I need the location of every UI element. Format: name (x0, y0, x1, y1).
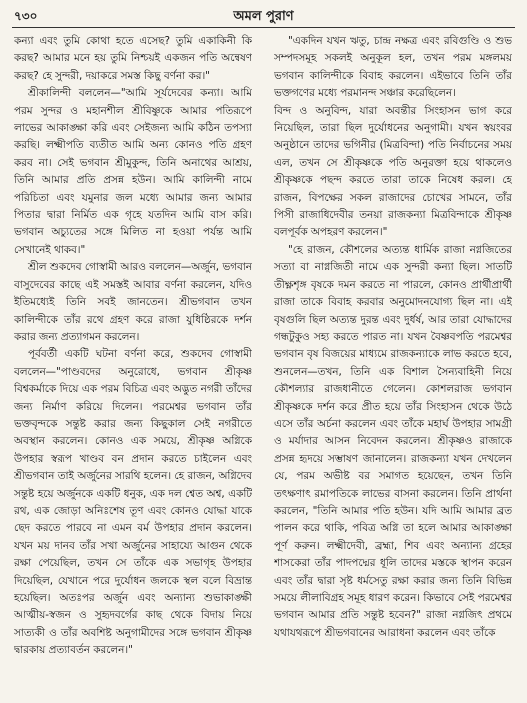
running-head-title: অমল পুরাণ (233, 9, 294, 24)
paragraph: বিন্দ ও অনুবিন্দ, যারা অবন্তীর সিংহাসন ভাগ করে নিয়েছিল, তারা ছিল দুর্যোধনের অনুগামী। যখন স্বয়ংবর অনুষ্ঠানে তাদের ভগিনীর (মিত্রবিন্দা) পতি নির্বাচনের সময় এল, তখন সে শ্রীকৃষ্ণকে পতি অনুরক্তা হয়ে থাকলেও শ্রীকৃষ্ণকে পছন্দ করতে তারা তাকে নিষেধ করল। হে রাজন, বিপক্ষের সকল রাজাদের চোখের সামনে, তাঁর পিসী রাজাধিদেবীর তনয়া রাজকন্যা মিত্রবিন্দাকে শ্রীকৃষ্ণ বলপূর্বক অপহরণ করলেন।" (274, 104, 512, 239)
right-column (274, 33, 512, 697)
header-rule (12, 27, 515, 28)
paragraph: "হে রাজন, কৌশলের অত্যন্ত ধার্মিক রাজা নগ্নজিতের সত্যা বা নাগ্নজিতী নামে এক সুন্দরী কন্যা ছিল। সাতটি তীক্ষ্ণশৃঙ্গ বৃষকে দমন করতে না পারলে, কোনও প্রার্থীপ্রার্থী রাজা তাকে বিবাহ করবার অনুমোদনযোগ্য ছিল না। এই বৃষগুলি ছিল অত্যন্ত দুরন্ত এবং দুর্ধর্ষ, আর তারা যোদ্ধাদের গন্ধটুকুও সহ্য করতে পারত না। যখন বৈষ্ণবপতি পরমেশ্বর ভগবান বৃষ বিজয়ের মাধ্যমে রাজকন্যাকে লাভ করতে হবে, শুনলেন—তখন, তিনি এক বিশাল সৈন্যবাহিনী নিয়ে কৌশল্যার রাজধানীতে গেলেন। কোশলরাজ ভগবান শ্রীকৃষ্ণকে দর্শন করে প্রীত হয়ে তাঁর সিংহাসন থেকে উঠে এসে তাঁর অর্চনা করলেন এবং তাঁকে মহার্ঘ উপহার সামগ্রী ও মর্যাদার আসন নিবেদন করলেন। শ্রীকৃষ্ণও রাজাকে প্রসন্ন হৃদয়ে সম্ভাষণ জানালেন। রাজকন্যা যখন দেখলেন যে, পরম অভীষ্ট বর সমাগত হয়েছেন, তখন তিনি তৎক্ষণাৎ রমাপতিকে লাভের বাসনা করলেন। তিনি প্রার্থনা করলেন, "তিনি আমার পতি হউন। যদি আমি আমার ব্রত পালন করে থাকি, পবিত্র অগ্নি তা হলে আমার আকাঙ্ক্ষা পূর্ণ করুন। লক্ষ্মীদেবী, ব্রহ্মা, শিব এবং অন্যান্য গ্রহের শাসকেরা তাঁর পাদপদ্মের ধূলি তাদের মস্তকে স্থাপন করেন এবং তাঁর দ্বারা সৃষ্ট ধর্মসেতু রক্ষা করার জন্য তিনি বিভিন্ন সময়ে লীলাবিগ্রহ সমূহ ধারণ করেন। কিভাবে সেই পরমেশ্বর ভগবান আমার প্রতি সন্তুষ্ট হবেন?" রাজা নগ্নজিৎ প্রথমে যথাযথরূপে শ্রীভগবানের আরাধনা করলেন এবং তাঁকে (274, 243, 512, 639)
paragraph: কন্যা এবং তুমি কোথা হতে এসেছ? তুমি একাকিনী কি করছ? আমার মনে হয় তুমি নিশ্চয়ই একজন পতি অন্বেষণ করছ? হে সুন্দরী, দয়াকরে সমস্ত কিছু বর্ণনা কর।" (14, 35, 252, 82)
paragraph: পূর্ববর্তী একটি ঘটনা বর্ণনা করে, শুকদেব গোস্বামী বললেন—"পাণ্ডবদের অনুরোধে, ভগবান শ্রীকৃষ্ণ বিশ্বকর্মাকে দিয়ে এক পরম বিচিত্র এবং অদ্ভুত নগরী তাঁদের জন্য নির্মাণ করিয়ে দিলেন। পরমেশ্বর ভগবান তাঁর ভক্তবৃন্দকে সন্তুষ্ট করার জন্য কিছুকাল সেই নগরীতে অবস্থান করলেন। কোনও এক সময়ে, শ্রীকৃষ্ণ অগ্নিকে উপহার স্বরূপ খাণ্ডব বন প্রদান করতে চাইলেন এবং শ্রীভগবান তাই অর্জুনের সারথি হলেন। হে রাজন, অগ্নিদেব সন্তুষ্ট হয়ে অর্জুনকে একটি ধনুক, এক দল শ্বেত অশ্ব, একটি রথ, এক জোড়া অনিঃশেষ তূণ এবং কোনও যোদ্ধা যাকে ছেদ করতে পারবে না এমন বর্ম উপহার প্রদান করলেন। যখন ময় দানব তাঁর সখা অর্জুনের সাহায্যে আগুন থেকে রক্ষা পেয়েছিল, তখন সে তাঁকে এক সভাগৃহ উপহার দিয়েছিল, যেখানে পরে দুর্যোধন জলকে স্থল বলে বিভ্রান্ত হয়েছিল। অতঃপর অর্জুন এবং অন্যান্য শুভাকাঙ্ক্ষী আত্মীয়-স্বজন ও সুহৃদবর্গের কাছ থেকে বিদায় নিয়ে সাত্যকী ও তাঁর অবশিষ্ট অনুগামীদের সঙ্গে ভগবান শ্রীকৃষ্ণ দ্বারকায় প্রত্যাবর্তন করলেন।" (14, 348, 252, 657)
paragraph: শ্রীকালিন্দী বললেন—"আমি সূর্যদেবের কন্যা। আমি পরম সুন্দর ও মহানশীল শ্রীবিষ্ণুকে আমার পতিরূপে লাভের আকাঙ্ক্ষা করি এবং সেইজন্য আমি কঠিন তপস্যা করছি। লক্ষ্মীপতি ব্যতীত আমি অন্য কোনও পতি গ্রহণ করব না। সেই ভগবান শ্রীমুকুন্দ, তিনি অনাথের আশ্রয়, তিনি আমার প্রতি প্রসন্ন হউন। আমি কালিন্দী নামে পরিচিতা এবং যমুনার জল মধ্যে আমার জন্য আমার পিতার দ্বারা নির্মিত এক গৃহে যতদিন আমি বাস করি। ভগবান অচ্যুতের সঙ্গে মিলিত না হওয়া পর্যন্ত আমি সেখানেই থাকব।" (14, 87, 252, 256)
left-column (14, 33, 252, 697)
page-number: ৭৩০ (14, 9, 38, 23)
paragraph: "একদিন যখন ঋতু, চান্দ্র নক্ষত্র এবং রবিগুণ্ডি ও শুভ সম্পদসমূহ সকলই অনুকূল হল, তখন পরম মঙ্গলময় ভগবান কালিন্দীকে বিবাহ করলেন। এইভাবে তিনি তাঁর ভক্তগণের মধ্যে পরমানন্দ সঞ্চার করেছিলেন। (274, 35, 512, 100)
paragraph: শ্রীল শুকদেব গোস্বামী আরও বললেন—অর্জুন, ভগবান বাসুদেবের কাছে এই সমস্তই আবার বর্ণনা করলেন, যদিও ইতিমধ্যেই তিনি সবই জানতেন। শ্রীভগবান তখন কালিন্দীকে তাঁর রথে গ্রহণ করে রাজা যুধিষ্ঠিরকে দর্শন করার জন্য প্রত্যাগমন করলেন। (14, 261, 252, 343)
